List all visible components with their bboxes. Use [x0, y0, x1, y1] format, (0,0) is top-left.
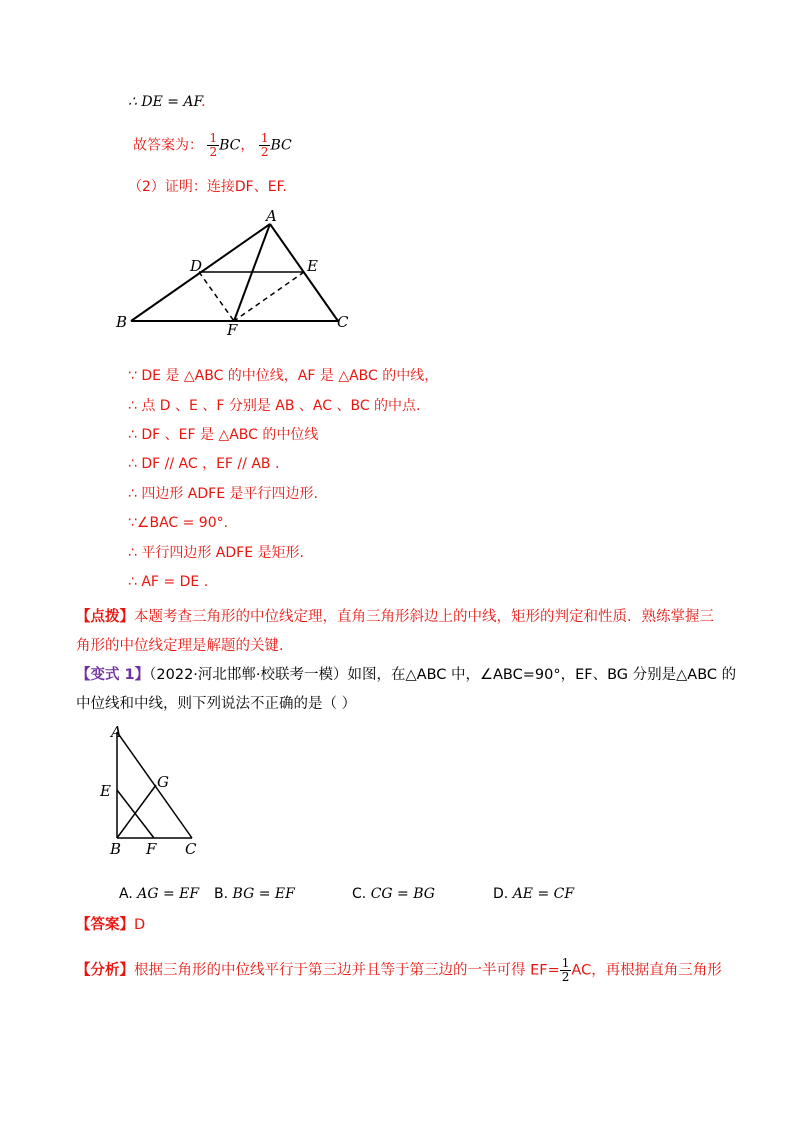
option-d[interactable]: D. AE = CF	[493, 886, 575, 902]
proof-line: ∴ AF = DE .	[128, 574, 209, 590]
tip-line-1: 【点拨】本题考查三角形的中位线定理，直角三角形斜边上的中线，矩形的判定和性质．熟练掌握三	[76, 609, 714, 625]
analysis-tag: 【分析】	[76, 962, 134, 979]
variant-question-line-1: 【变式 1】（2022·河北邯郸·校联考一模）如图，在△ABC 中，∠ABC=90°，EF、BG 分别是△ABC 的	[76, 667, 737, 683]
therefore-de-equals-af: ∴ DE = AF.	[128, 94, 206, 110]
option-a[interactable]: A. AG = EF	[119, 886, 200, 902]
label-g: G	[157, 773, 169, 791]
proof-line: ∴ 平行四边形 ADFE 是矩形.	[128, 545, 304, 561]
label-c: C	[337, 313, 349, 331]
tip-line-2: 角形的中位线定理是解题的关键.	[76, 638, 284, 654]
label-a: A	[266, 207, 277, 225]
triangle-figure-2	[95, 720, 225, 860]
variant-tag: 【变式 1】	[76, 667, 150, 683]
fraction-half: $\frac{1}{2}$	[209, 131, 218, 159]
proof-line: ∴ DF // AC ，EF // AB .	[128, 456, 280, 472]
option-c[interactable]: C. CG = BG	[352, 886, 435, 902]
option-b[interactable]: B. BG = EF	[214, 886, 295, 902]
label-f: F	[146, 840, 157, 858]
label-f: F	[227, 321, 238, 339]
label-e: E	[100, 782, 111, 800]
analysis-line: 【分析】根据三角形的中位线平行于第三边并且等于第三边的一半可得 EF= $\frac{1}{2}$ AC，再根据直角三角形	[76, 956, 722, 984]
answer-tag: 【答案】	[76, 917, 134, 933]
proof-line: ∵ DE 是 △ABC 的中位线，AF 是 △ABC 的中线，	[128, 368, 439, 384]
label-c: C	[185, 840, 197, 858]
fraction-half: $\frac{1}{2}$	[260, 131, 269, 159]
tip-tag: 【点拨】	[76, 609, 134, 625]
label-d: D	[190, 257, 203, 275]
answer-line: 故答案为： $\frac{1}{2}$ BC， $\frac{1}{2}$ BC	[133, 131, 292, 159]
triangle-figure-1	[110, 205, 360, 340]
proof-line: ∴ 四边形 ADFE 是平行四边形.	[128, 486, 318, 502]
label-a: A	[111, 723, 122, 741]
proof-intro: （2）证明：连接DF、EF.	[128, 179, 287, 195]
proof-line: ∵∠BAC = 90°.	[128, 515, 229, 531]
answer-line	[76, 915, 145, 935]
label-b: B	[116, 313, 128, 331]
proof-line: ∴ 点 D 、E 、F 分别是 AB 、AC 、BC 的中点.	[128, 398, 421, 414]
label-b: B	[110, 840, 122, 858]
answer-value: D	[134, 917, 146, 933]
fraction-half: $\frac{1}{2}$	[561, 956, 570, 984]
proof-line: ∴ DF 、EF 是 △ABC 的中位线	[128, 427, 319, 443]
label-e: E	[307, 257, 318, 275]
variant-question-line-2: 中位线和中线，则下列说法不正确的是（ ）	[76, 696, 357, 712]
